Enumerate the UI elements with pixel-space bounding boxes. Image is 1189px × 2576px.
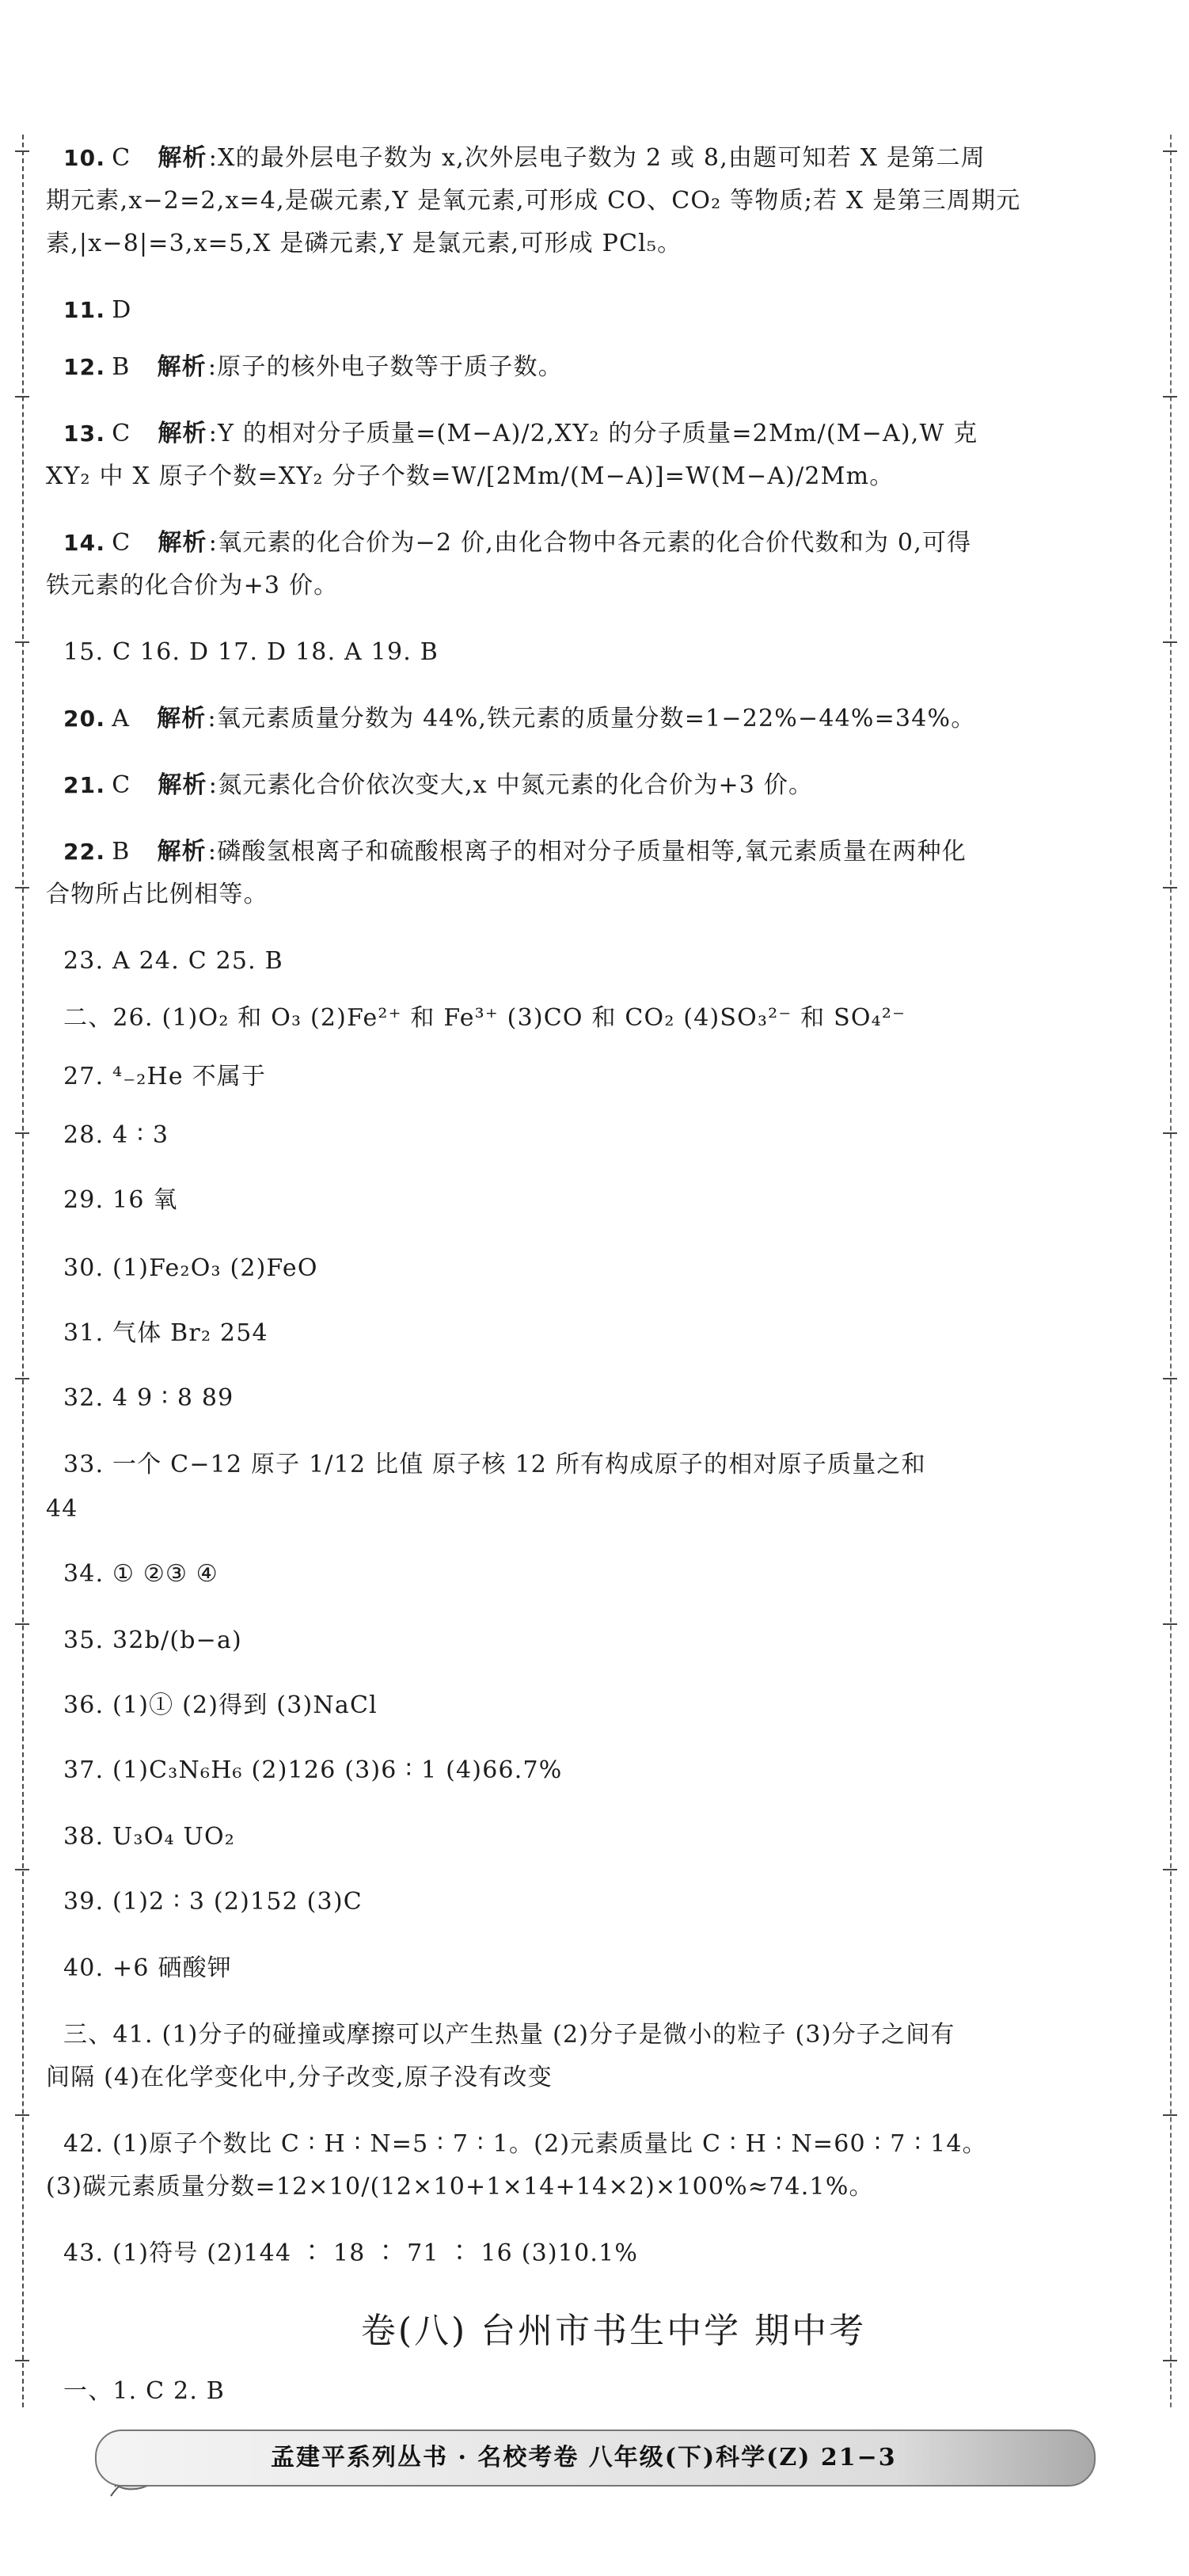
- answer-line-q22a: [63, 836, 967, 868]
- answer-text: 37. (1)C₃N₆H₆ (2)126 (3)6 ∶ 1 (4)66.7%: [63, 1756, 563, 1784]
- answer-text: 40. +6 硒酸钾: [63, 1954, 233, 1982]
- answer-line-q42b: [46, 2171, 874, 2203]
- answer-choice: C: [112, 771, 131, 799]
- margin-tick: [15, 1623, 29, 1625]
- margin-tick: [1163, 150, 1177, 152]
- question-number: 21.: [63, 772, 106, 798]
- footer-series-text: 孟建平系列丛书 · 名校考卷 八年级(下)科学(Z) 21−3: [271, 2444, 897, 2471]
- analysis-keyword: 解析: [158, 144, 207, 172]
- analysis-keyword: 解析: [158, 771, 207, 799]
- answer-text: 28. 4 ∶ 3: [63, 1121, 169, 1149]
- answer-choice: C: [112, 420, 131, 447]
- margin-tick: [1163, 641, 1177, 643]
- answer-text: 32. 4 9 ∶ 8 89: [63, 1384, 234, 1412]
- answer-line-q14a: [63, 527, 971, 559]
- margin-tick: [1163, 396, 1177, 398]
- answer-line-q22b: [46, 879, 268, 911]
- answer-line-q33b: [46, 1493, 78, 1525]
- answer-line-q40: [63, 1953, 232, 1984]
- answer-line-q32: [63, 1383, 234, 1414]
- answer-text: :氮元素化合价依次变大,x 中氮元素的化合价为+3 价。: [208, 771, 814, 799]
- answer-line-q38: [63, 1821, 235, 1853]
- answer-line-q12: [63, 352, 563, 383]
- answer-line-q10b: [46, 185, 1020, 217]
- margin-tick: [15, 396, 29, 398]
- answer-text: 三、41. (1)分子的碰撞或摩擦可以产生热量 (2)分子是微小的粒子 (3)分子之间有: [63, 2021, 955, 2049]
- answer-choice: B: [112, 838, 131, 866]
- answer-text: 期元素,x−2=2,x=4,是碳元素,Y 是氧元素,可形成 CO、CO₂ 等物质;若 X 是第三周期元: [46, 187, 1021, 215]
- answer-text: 36. (1)① (2)得到 (3)NaCl: [63, 1691, 378, 1719]
- answer-text: 23. A 24. C 25. B: [63, 947, 283, 975]
- answer-line-q20: [63, 703, 975, 735]
- analysis-keyword: 解析: [158, 529, 207, 557]
- answer-line-q30: [63, 1253, 318, 1284]
- answer-choice: A: [112, 705, 131, 732]
- answer-line-q23: [63, 946, 283, 977]
- margin-tick: [15, 1132, 29, 1134]
- answer-line-q31: [63, 1318, 268, 1349]
- answer-line-q27: [63, 1061, 266, 1093]
- answer-line-q42a: [63, 2129, 987, 2160]
- answer-text: 43. (1)符号 (2)144 ∶ 18 ∶ 71 ∶ 16 (3)10.1%: [63, 2239, 639, 2267]
- analysis-keyword: 解析: [157, 705, 207, 732]
- answer-line-q43: [63, 2238, 638, 2270]
- question-number: 12.: [63, 354, 106, 380]
- margin-tick: [1163, 1132, 1177, 1134]
- question-number: 14.: [63, 530, 106, 556]
- answer-line-q41a: [63, 2019, 955, 2051]
- answer-choice: B: [112, 353, 131, 381]
- answer-text: 二、26. (1)O₂ 和 O₃ (2)Fe²⁺ 和 Fe³⁺ (3)CO 和 CO₂ (4)SO₃²⁻ 和 SO₄²⁻: [63, 1004, 906, 1032]
- answer-text: XY₂ 中 X 原子个数=XY₂ 分子个数=W/[2Mm/(M−A)]=W(M−A)/2Mm。: [46, 462, 895, 490]
- answer-line-q10c: [46, 228, 682, 260]
- question-number: 13.: [63, 420, 106, 447]
- answer-text: :氧元素的化合价为−2 价,由化合物中各元素的化合价代数和为 0,可得: [208, 529, 972, 557]
- answer-text: 15. C 16. D 17. D 18. A 19. B: [63, 638, 439, 666]
- answer-text: 27. ⁴₋₂He 不属于: [63, 1063, 267, 1090]
- margin-tick: [15, 1378, 29, 1379]
- answer-choice: C: [112, 144, 131, 172]
- answer-text: :原子的核外电子数等于质子数。: [207, 353, 563, 381]
- answer-line-p1: [63, 2376, 225, 2407]
- answer-text: 30. (1)Fe₂O₃ (2)FeO: [63, 1254, 318, 1282]
- margin-tick: [15, 2360, 29, 2361]
- margin-tick: [15, 1869, 29, 1870]
- answer-text: :Y 的相对分子质量=(M−A)/2,XY₂ 的分子质量=2Mm/(M−A),W 克: [208, 420, 978, 447]
- answer-line-q35: [63, 1625, 242, 1657]
- question-number: 22.: [63, 839, 106, 865]
- answer-line-q13b: [46, 461, 894, 493]
- answer-line-q29: [63, 1185, 178, 1216]
- answer-text: 间隔 (4)在化学变化中,分子改变,原子没有改变: [46, 2064, 553, 2091]
- answer-text: 34. ① ②③ ④: [63, 1560, 218, 1588]
- margin-tick: [15, 2114, 29, 2116]
- question-number: 10.: [63, 145, 106, 171]
- answer-text: 一、1. C 2. B: [63, 2377, 226, 2405]
- answer-line-q14b: [46, 570, 338, 602]
- answer-text: 素,|x−8|=3,x=5,X 是磷元素,Y 是氯元素,可形成 PCl₅。: [46, 230, 682, 257]
- binding-margin-left: [22, 135, 24, 2407]
- answer-line-q15: [63, 637, 439, 668]
- section-title: 卷(八) 台州市书生中学 期中考: [360, 2311, 867, 2351]
- answer-line-q13a: [63, 418, 978, 450]
- answer-line-q10a: [63, 143, 986, 174]
- answer-line-q33a: [63, 1449, 926, 1481]
- margin-tick: [1163, 1623, 1177, 1625]
- answer-text: 31. 气体 Br₂ 254: [63, 1319, 268, 1347]
- margin-tick: [15, 150, 29, 152]
- margin-tick: [1163, 1869, 1177, 1870]
- answer-text: (3)碳元素质量分数=12×10/(12×10+1×14+14×2)×100%≈74.1%。: [46, 2173, 874, 2201]
- margin-tick: [15, 641, 29, 643]
- question-number: 20.: [63, 706, 106, 732]
- answer-line-q26: [63, 1003, 906, 1034]
- answer-text: 铁元素的化合价为+3 价。: [46, 572, 339, 599]
- answer-line-q41b: [46, 2062, 553, 2094]
- margin-tick: [1163, 887, 1177, 888]
- answer-text: 38. U₃O₄ UO₂: [63, 1823, 236, 1851]
- footer-banner: [95, 2430, 1096, 2487]
- answer-choice: C: [112, 529, 131, 557]
- answer-text: 合物所占比例相等。: [46, 881, 268, 908]
- answer-line-q28: [63, 1120, 169, 1151]
- margin-tick: [1163, 2360, 1177, 2361]
- analysis-keyword: 解析: [158, 420, 207, 447]
- answer-text: 33. 一个 C−12 原子 1/12 比值 原子核 12 所有构成原子的相对原子质量之和: [63, 1451, 926, 1478]
- answer-text: :X的最外层电子数为 x,次外层电子数为 2 或 8,由题可知若 X 是第二周: [208, 144, 986, 172]
- answer-line-q36: [63, 1690, 378, 1722]
- answer-text: :氧元素质量分数为 44%,铁元素的质量分数=1−22%−44%=34%。: [207, 705, 976, 732]
- analysis-keyword: 解析: [157, 353, 207, 381]
- binding-margin-right: [1170, 135, 1172, 2407]
- answer-text: 44: [46, 1495, 78, 1523]
- margin-tick: [15, 887, 29, 888]
- answer-line-q34: [63, 1558, 218, 1590]
- answer-line-q11: [63, 295, 131, 326]
- analysis-keyword: 解析: [157, 838, 207, 866]
- question-number: 11.: [63, 297, 106, 323]
- answer-text: :磷酸氢根离子和硫酸根离子的相对分子质量相等,氧元素质量在两种化: [207, 838, 967, 866]
- answer-text: 39. (1)2 ∶ 3 (2)152 (3)C: [63, 1888, 363, 1916]
- answer-line-q37: [63, 1755, 563, 1786]
- answer-text: 35. 32b/(b−a): [63, 1627, 242, 1654]
- answer-line-q21: [63, 770, 813, 801]
- margin-tick: [1163, 2114, 1177, 2116]
- margin-tick: [1163, 1378, 1177, 1379]
- answer-text: 42. (1)原子个数比 C ∶ H ∶ N=5 ∶ 7 ∶ 1。(2)元素质量比 C ∶ H ∶ N=60 ∶ 7 ∶ 14。: [63, 2130, 987, 2158]
- answer-choice: D: [112, 296, 132, 324]
- answer-line-q39: [63, 1886, 363, 1918]
- answer-text: 29. 16 氧: [63, 1186, 178, 1214]
